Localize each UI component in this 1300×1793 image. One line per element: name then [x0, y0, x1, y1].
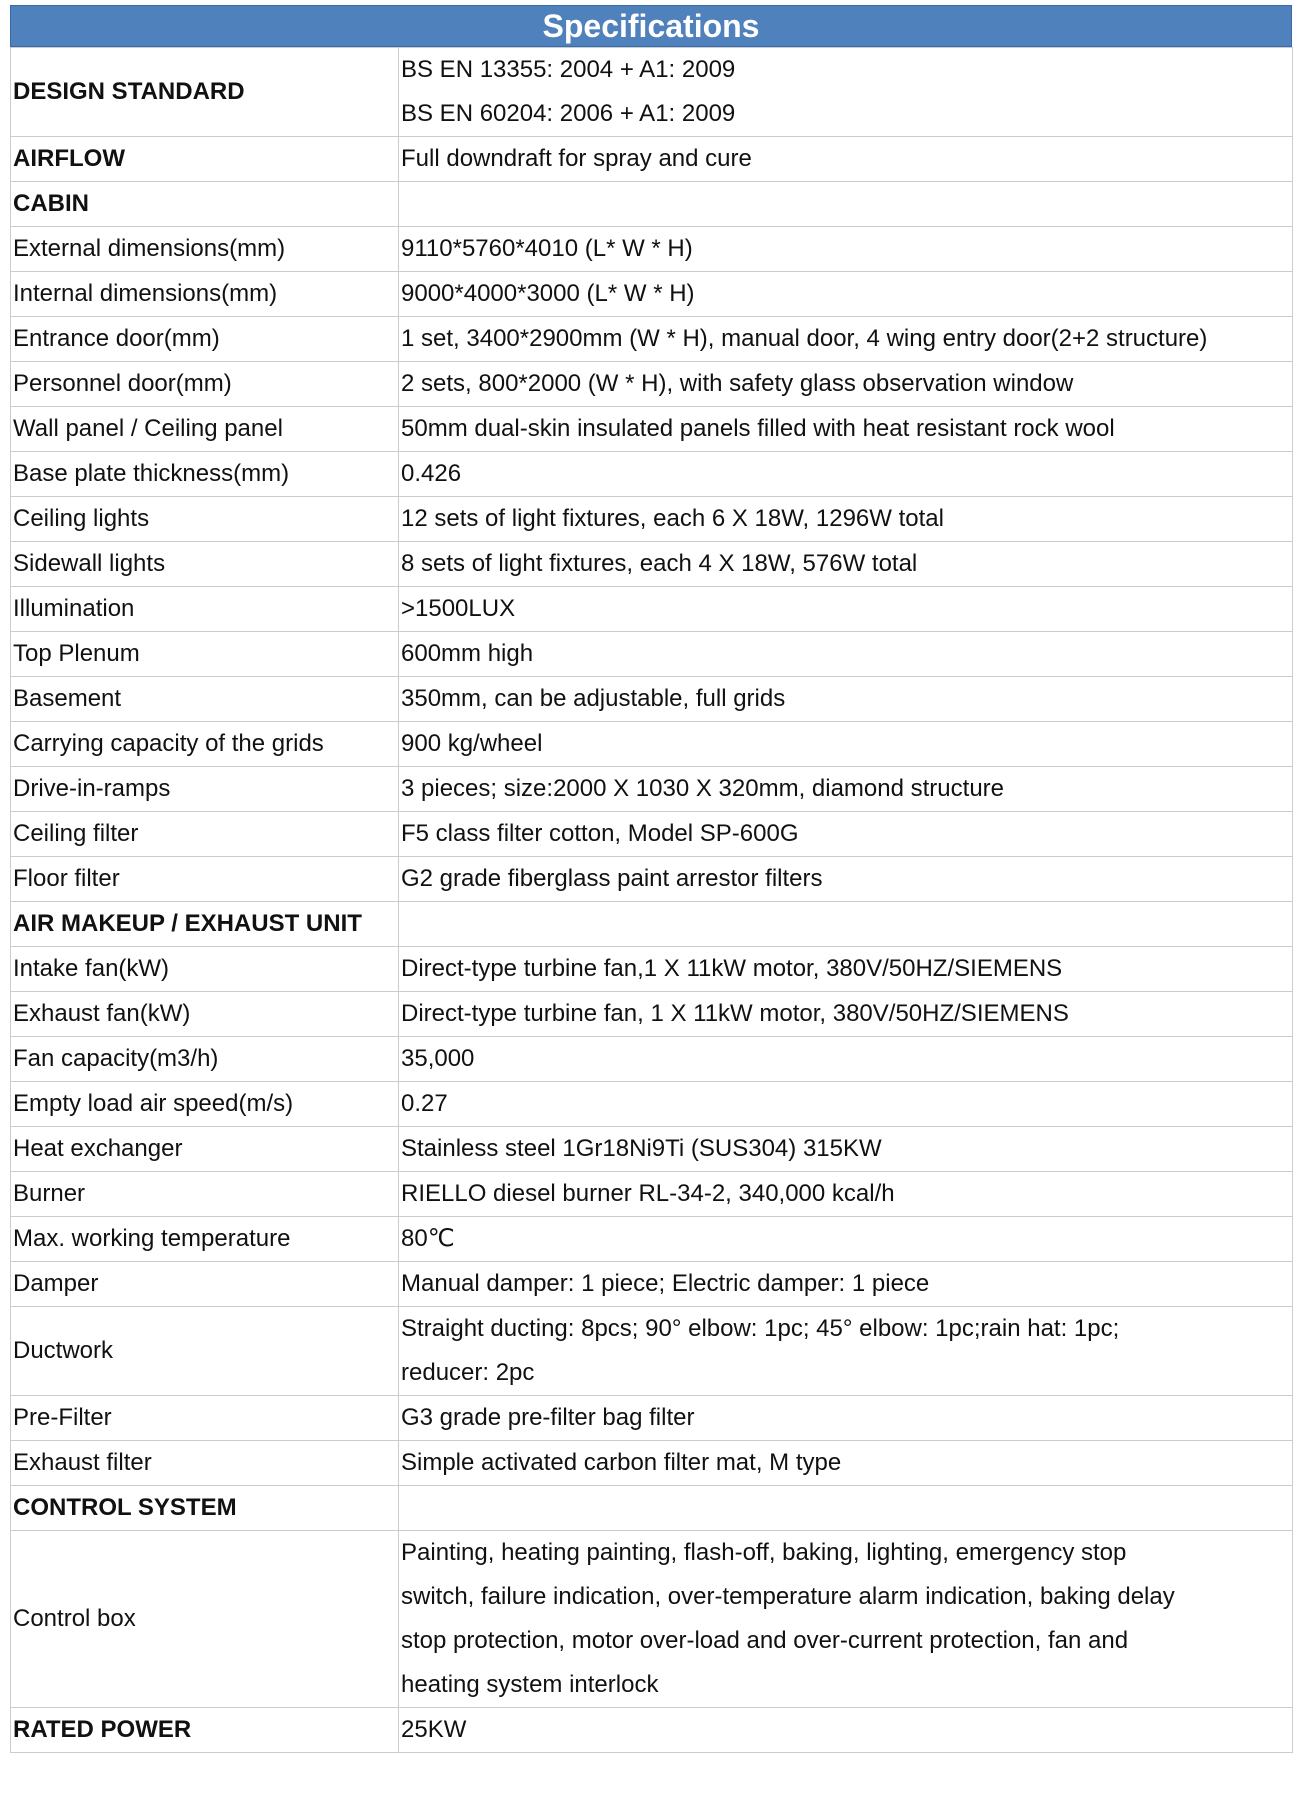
spec-label: AIRFLOW — [11, 137, 399, 182]
table-row — [11, 677, 1293, 722]
spec-value-line: Direct-type turbine fan, 1 X 11kW motor, 380V/50HZ/SIEMENS — [401, 1000, 1069, 1027]
spec-value — [399, 1396, 1293, 1441]
table-row — [11, 272, 1293, 317]
spec-value — [399, 1307, 1293, 1396]
spec-value — [399, 1217, 1293, 1262]
spec-label: Fan capacity(m3/h) — [11, 1037, 399, 1082]
spec-value-line: 1 set, 3400*2900mm (W * H), manual door, 4 wing entry door(2+2 structure) — [401, 325, 1208, 352]
spec-value — [399, 542, 1293, 587]
spec-label: Top Plenum — [11, 632, 399, 677]
spec-label: Drive-in-ramps — [11, 767, 399, 812]
spec-value — [399, 677, 1293, 722]
spec-label: Ceiling filter — [11, 812, 399, 857]
spec-value-line: 900 kg/wheel — [401, 730, 543, 757]
spec-value — [399, 452, 1293, 497]
spec-value — [399, 407, 1293, 452]
spec-label: CONTROL SYSTEM — [11, 1486, 399, 1531]
spec-label: Max. working temperature — [11, 1217, 399, 1262]
spec-value-line: Manual damper: 1 piece; Electric damper: 1 piece — [401, 1270, 930, 1297]
spec-label: CABIN — [11, 182, 399, 227]
spec-label: External dimensions(mm) — [11, 227, 399, 272]
spec-value — [399, 947, 1293, 992]
spec-label: Control box — [11, 1531, 399, 1708]
spec-value-line: heating system interlock — [401, 1671, 659, 1698]
spec-label: Illumination — [11, 587, 399, 632]
spec-value — [399, 1486, 1293, 1531]
table-row — [11, 902, 1293, 947]
table-row — [11, 1172, 1293, 1217]
spec-value-line: BS EN 13355: 2004 + A1: 2009 — [401, 56, 736, 83]
spec-value — [399, 272, 1293, 317]
spec-label: Personnel door(mm) — [11, 362, 399, 407]
table-row — [11, 722, 1293, 767]
spec-value — [399, 1262, 1293, 1307]
spec-value — [399, 812, 1293, 857]
spec-label: Burner — [11, 1172, 399, 1217]
table-row — [11, 1262, 1293, 1307]
table-row — [11, 1441, 1293, 1486]
spec-value-line: BS EN 60204: 2006 + A1: 2009 — [401, 100, 736, 127]
spec-value-line: 80℃ — [401, 1225, 455, 1252]
table-row — [11, 1531, 1293, 1708]
spec-label: AIR MAKEUP / EXHAUST UNIT — [11, 902, 399, 947]
spec-value-line: F5 class filter cotton, Model SP-600G — [401, 820, 799, 847]
spec-title: Specifications — [10, 5, 1292, 47]
table-row — [11, 767, 1293, 812]
spec-value — [399, 1441, 1293, 1486]
spec-value — [399, 992, 1293, 1037]
spec-value — [399, 902, 1293, 947]
table-row — [11, 452, 1293, 497]
spec-value — [399, 227, 1293, 272]
spec-label: Internal dimensions(mm) — [11, 272, 399, 317]
spec-value — [399, 1127, 1293, 1172]
spec-value-line: Stainless steel 1Gr18Ni9Ti (SUS304) 315KW — [401, 1135, 882, 1162]
spec-label: Intake fan(kW) — [11, 947, 399, 992]
spec-value — [399, 722, 1293, 767]
spec-value-line: 8 sets of light fixtures, each 4 X 18W, 576W total — [401, 550, 918, 577]
spec-label: Floor filter — [11, 857, 399, 902]
spec-value-line: Straight ducting: 8pcs; 90° elbow: 1pc; 45° elbow: 1pc;rain hat: 1pc; — [401, 1315, 1120, 1342]
table-row — [11, 632, 1293, 677]
table-row — [11, 947, 1293, 992]
spec-value-line: Painting, heating painting, flash-off, baking, lighting, emergency stop — [401, 1539, 1127, 1566]
spec-value — [399, 632, 1293, 677]
table-row — [11, 542, 1293, 587]
table-row — [11, 1708, 1293, 1753]
table-row — [11, 182, 1293, 227]
table-row — [11, 857, 1293, 902]
spec-label: Entrance door(mm) — [11, 317, 399, 362]
spec-label: Base plate thickness(mm) — [11, 452, 399, 497]
spec-value — [399, 182, 1293, 227]
spec-sheet — [10, 5, 1292, 1753]
spec-value-line: RIELLO diesel burner RL-34-2, 340,000 kcal/h — [401, 1180, 895, 1207]
spec-label: Ductwork — [11, 1307, 399, 1396]
spec-value — [399, 1082, 1293, 1127]
table-row — [11, 992, 1293, 1037]
spec-label: Ceiling lights — [11, 497, 399, 542]
spec-value — [399, 48, 1293, 137]
spec-value-line: Direct-type turbine fan,1 X 11kW motor, 380V/50HZ/SIEMENS — [401, 955, 1063, 982]
spec-label: Basement — [11, 677, 399, 722]
spec-value — [399, 497, 1293, 542]
table-row — [11, 1307, 1293, 1396]
spec-value-line: 9000*4000*3000 (L* W * H) — [401, 280, 695, 307]
spec-label: Empty load air speed(m/s) — [11, 1082, 399, 1127]
spec-label: Exhaust fan(kW) — [11, 992, 399, 1037]
spec-value-line: G3 grade pre-filter bag filter — [401, 1404, 695, 1431]
spec-value-line: 9110*5760*4010 (L* W * H) — [401, 235, 693, 262]
spec-value — [399, 317, 1293, 362]
spec-value — [399, 1037, 1293, 1082]
table-row — [11, 497, 1293, 542]
spec-value — [399, 587, 1293, 632]
table-row — [11, 1486, 1293, 1531]
spec-value-line: >1500LUX — [401, 595, 516, 622]
spec-label: Pre-Filter — [11, 1396, 399, 1441]
table-row — [11, 362, 1293, 407]
table-row — [11, 1127, 1293, 1172]
table-row — [11, 227, 1293, 272]
spec-value — [399, 857, 1293, 902]
spec-value — [399, 137, 1293, 182]
table-row — [11, 1082, 1293, 1127]
table-row — [11, 1396, 1293, 1441]
spec-value-line: 25KW — [401, 1716, 467, 1743]
table-row — [11, 812, 1293, 857]
spec-label: DESIGN STANDARD — [11, 48, 399, 137]
spec-value-line: 0.27 — [401, 1090, 448, 1117]
spec-table — [10, 47, 1293, 1753]
spec-table-body — [11, 48, 1293, 1753]
spec-value-line: 12 sets of light fixtures, each 6 X 18W, 1296W total — [401, 505, 944, 532]
spec-value — [399, 362, 1293, 407]
spec-label: Exhaust filter — [11, 1441, 399, 1486]
spec-value-line: Full downdraft for spray and cure — [401, 145, 752, 172]
spec-label: Damper — [11, 1262, 399, 1307]
table-row — [11, 317, 1293, 362]
table-row — [11, 587, 1293, 632]
spec-value — [399, 1531, 1293, 1708]
spec-value — [399, 767, 1293, 812]
spec-value-line: 2 sets, 800*2000 (W * H), with safety glass observation window — [401, 370, 1074, 397]
spec-label: Carrying capacity of the grids — [11, 722, 399, 767]
spec-label: Heat exchanger — [11, 1127, 399, 1172]
table-row — [11, 1217, 1293, 1262]
table-row — [11, 137, 1293, 182]
spec-value-line: G2 grade fiberglass paint arrestor filters — [401, 865, 823, 892]
table-row — [11, 48, 1293, 137]
spec-label: RATED POWER — [11, 1708, 399, 1753]
spec-value — [399, 1708, 1293, 1753]
spec-value-line: switch, failure indication, over-temperature alarm indication, baking delay — [401, 1583, 1175, 1610]
spec-label: Wall panel / Ceiling panel — [11, 407, 399, 452]
spec-value — [399, 1172, 1293, 1217]
spec-value-line: stop protection, motor over-load and over-current protection, fan and — [401, 1627, 1129, 1654]
spec-value-line: Simple activated carbon filter mat, M type — [401, 1449, 842, 1476]
spec-value-line: 350mm, can be adjustable, full grids — [401, 685, 786, 712]
spec-label: Sidewall lights — [11, 542, 399, 587]
spec-value-line: 35,000 — [401, 1045, 475, 1072]
spec-value-line: 3 pieces; size:2000 X 1030 X 320mm, diamond structure — [401, 775, 1004, 802]
spec-value-line: reducer: 2pc — [401, 1359, 535, 1386]
spec-value-line: 0.426 — [401, 460, 462, 487]
spec-value-line: 600mm high — [401, 640, 534, 667]
table-row — [11, 407, 1293, 452]
spec-value-line: 50mm dual-skin insulated panels filled with heat resistant rock wool — [401, 415, 1115, 442]
table-row — [11, 1037, 1293, 1082]
